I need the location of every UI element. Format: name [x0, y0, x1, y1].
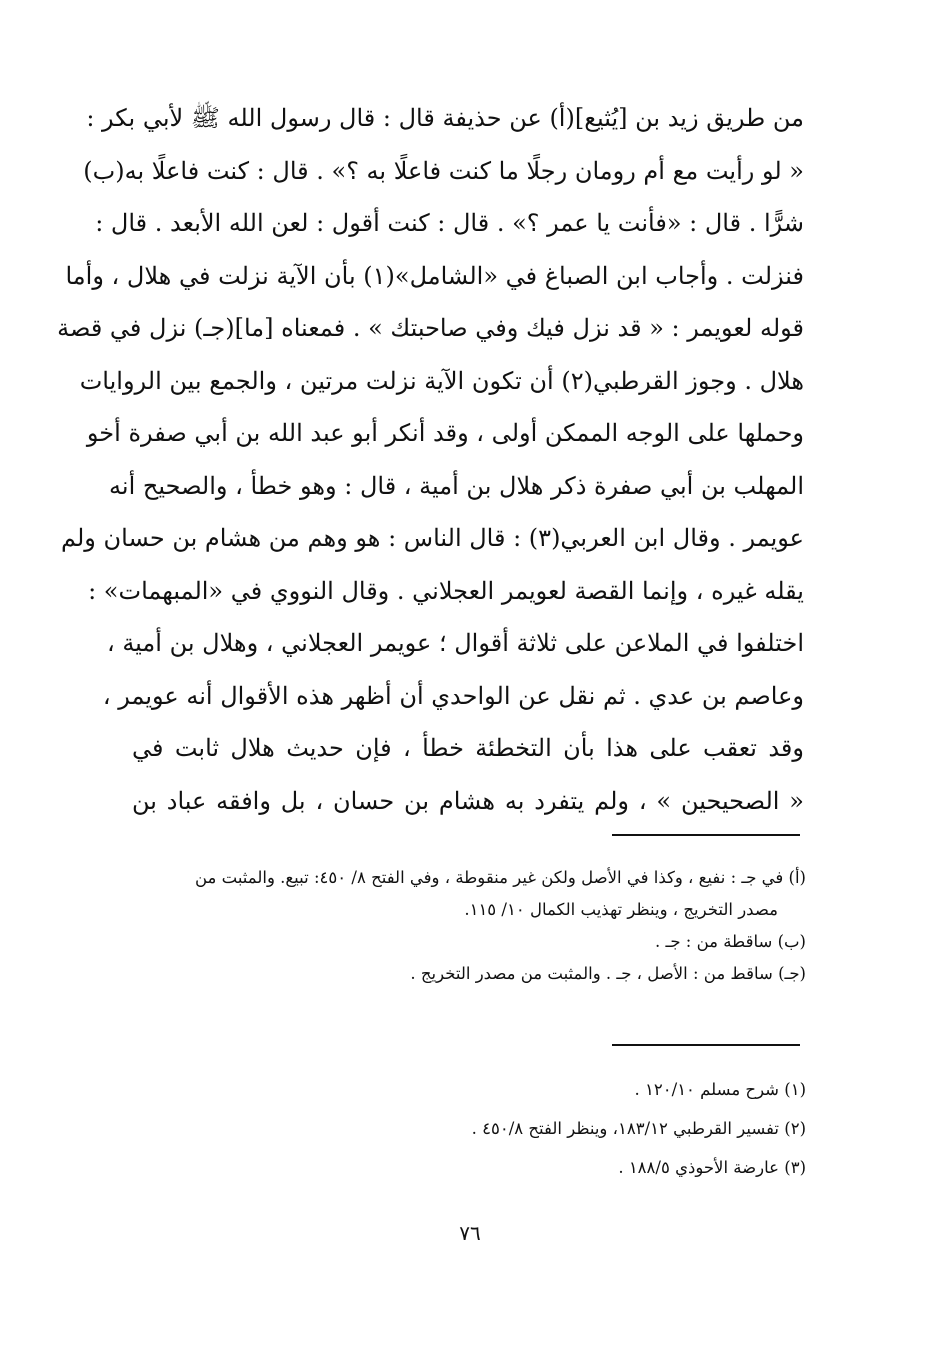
text-line: عويمر . وقال ابن العربي(٣) : قال الناس : هو وهم من هشام بن حسان ولم [61, 524, 804, 552]
footnote-divider [612, 1044, 800, 1046]
text-line: المهلب بن أبي صفرة ذكر هلال بن أمية ، قال : وهو خطأ ، والصحيح أنه [109, 471, 804, 500]
footnote: (أ) في جـ : نفيع ، وكذا في الأصل ولكن غير منقوطة ، وفي الفتح ٨/ ٤٥٠: تبيع. والمثبت من [194, 868, 806, 887]
text-line: وقد تعقب على هذا بأن التخطئة خطأ ، فإن حديث هلال ثابت في [132, 734, 804, 762]
footnote-divider [612, 834, 800, 836]
source-footnotes [300, 1070, 806, 1187]
text-line: اختلفوا في الملاعن على ثلاثة أقوال ؛ عويمر العجلاني ، وهلال بن أمية ، [106, 629, 804, 657]
footnote-continuation: مصدر التخريج ، وينظر تهذيب الكمال ١٠/ ١١٥. [464, 900, 778, 919]
text-line: يقله غيره ، وإنما القصة لعويمر العجلاني . وقال النووي في «المبهمات» : [88, 576, 804, 605]
footnote: (ب) ساقطة من : جـ . [655, 932, 806, 951]
text-line: وعاصم بن عدي . ثم نقل عن الواحدي أن أظهر هذه الأقوال أنه عويمر ، [102, 681, 804, 710]
main-text-block [57, 92, 804, 827]
variant-footnotes [130, 862, 806, 990]
footnote: (١) شرح مسلم ١٢٠/١٠ . [634, 1080, 806, 1099]
text-line: فنزلت . وأجاب ابن الصباغ في «الشامل»(١) بأن الآية نزلت في هلال ، وأما [65, 261, 804, 290]
text-line: قوله لعويمر : « قد نزل فيك وفي صاحبتك » . فمعناه [ما](جـ) نزل في قصة [57, 314, 804, 342]
footnote: (جـ) ساقط من : الأصل ، جـ . والمثبت من مصدر التخريج . [410, 964, 806, 983]
text-line: وحملها على الوجه الممكن أولى ، وقد أنكر أبو عبد الله بن أبي صفرة أخو [86, 419, 804, 447]
text-line: من طريق زيد بن [يُثيع](أ) عن حذيفة قال : قال رسول الله ﷺ لأبي بكر : [86, 104, 804, 132]
footnote: (٣) عارضة الأحوذي ١٨٨/٥ . [618, 1158, 806, 1177]
page-number: ٧٦ [459, 1221, 481, 1245]
text-line: شرًّا . قال : «فأنت يا عمر ؟» . قال : كنت أقول : لعن الله الأبعد . قال : [95, 209, 804, 237]
text-line: « الصحيحين » ، ولم يتفرد به هشام بن حسان ، بل وافقه عباد بن [132, 786, 804, 815]
text-line: هلال . وجوز القرطبي(٢) أن تكون الآية نزلت مرتين ، والجمع بين الروايات [79, 366, 804, 395]
footnote: (٢) تفسير القرطبي ١٨٣/١٢، وينظر الفتح ٤٥٠/٨ . [471, 1119, 806, 1138]
text-line: « لو رأيت مع أم رومان رجلًا ما كنت فاعلًا به ؟» . قال : كنت فاعلًا به(ب) [83, 156, 804, 185]
